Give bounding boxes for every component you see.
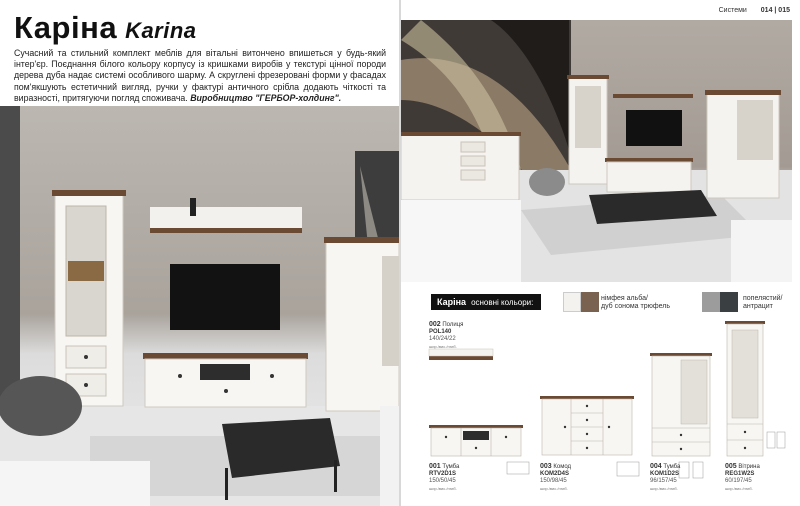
intro-text [14,48,386,104]
item-note: шир./вис./глиб. [429,486,457,491]
item-name: Комод [553,464,572,470]
color-option-2-line1: попелястий/ [743,295,783,302]
colors-label: основні кольори: [471,298,534,307]
item-dims: 140/24/22 [429,336,456,342]
item-code: KOM2D4S [540,471,570,477]
item-label-vitrine [725,463,760,492]
item-label-shelf [429,321,463,350]
item-number: 004 [650,463,662,470]
living-room-photo-left [0,106,399,506]
color-option-1-line1: німфея альба/ [601,295,648,302]
item-code: KOM1D2S [650,471,680,477]
color-option-1-line2: дуб сонома трюфель [601,303,670,310]
item-note: шир./вис./глиб. [540,486,568,491]
color-option-2-line2: антрацит [743,303,773,310]
section-name: Системи [718,7,747,14]
item-number: 002 [429,321,441,328]
item-number: 001 [429,463,441,470]
item-label-cabinet [650,463,680,492]
item-code: REG1W2S [725,471,755,477]
item-label-tv-stand [429,463,459,492]
vitrine-drawing [725,321,785,456]
item-code: POL140 [429,329,452,335]
cabinet-drawing [650,353,712,478]
item-note: шир./вис./глиб. [650,486,678,491]
item-note: шир./вис./глиб. [429,344,457,349]
page-title [14,10,197,46]
item-note: шир./вис./глиб. [725,486,753,491]
page-numbers: 014 | 015 [760,7,790,14]
item-number: 003 [540,463,552,470]
intro-body: Сучасний та стильний комплект меблів для вітальні витончено впишеться у будь-який інтер'єр. Поєднання білого кольору корпусу із кришками виробів у текстурі цінної породи дерева дуба надає системі особливого шарму. А скруглені фрезеровані форми у фасадах пом'якшують естетичний вигляд, ручки у фактурі античного срібла додають чіткості та виразності, притягуючи погляд споживача. [14,48,386,103]
item-name: Вітрина [738,464,760,470]
item-name: Тумба [663,464,681,470]
item-name: Полиця [442,322,464,328]
collection-name: Каріна [437,297,467,307]
shelf-drawing [429,349,493,360]
item-dims: 96/157/45 [650,478,677,484]
item-dims: 150/98/45 [540,478,567,484]
item-label-chest [540,463,571,492]
product-drawings [401,0,800,506]
left-page [0,0,399,506]
item-dims: 150/50/45 [429,478,456,484]
title-cyrillic: Каріна [14,10,118,45]
item-code: RTV2D1S [429,471,457,477]
room-illustration-left [0,106,399,506]
item-dims: 60/197/45 [725,478,752,484]
right-page [401,0,800,506]
title-latin: Karina [125,18,197,43]
item-name: Тумба [442,464,460,470]
item-number: 005 [725,463,737,470]
producer-note: Виробництво "ГЕРБОР-холдинг". [190,92,342,103]
